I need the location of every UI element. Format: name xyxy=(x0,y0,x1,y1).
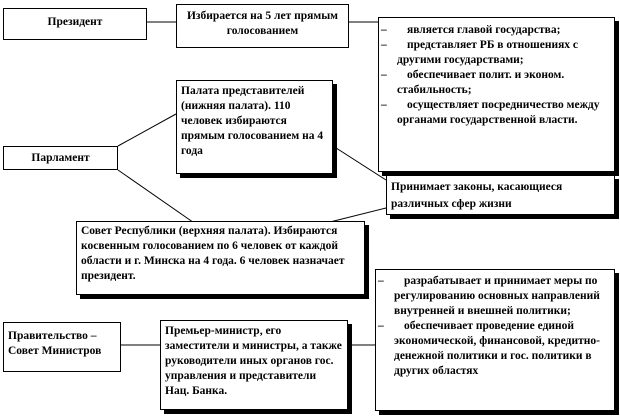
lower-house-text: Палата представителей (нижняя палата). 110 человек избираются прямым голосованием на 4 года xyxy=(181,85,324,157)
government-power-item: – разрабатывает и принимает меры по регулированию основных направлений внутренней и внешней политики; xyxy=(380,274,610,319)
president-powers-box xyxy=(378,17,615,172)
president-power-item: – представляет РБ в отношениях с другими государствами; xyxy=(383,38,610,68)
parliament-function-box xyxy=(386,175,615,215)
parliament-box xyxy=(3,146,118,170)
government-composition-text: Премьер-министр, его заместители и министры, а также руководители иных органов гос. управления и представители Нац. Банка. xyxy=(165,325,342,397)
lower-house-box xyxy=(176,80,333,174)
president-power-item: – осуществляет посредничество между органами государственной власти. xyxy=(383,98,610,128)
government-title: Правительство – Совет Министров xyxy=(8,330,102,357)
parliament-function-text: Принимает законы, касающиеся различных сфер жизни xyxy=(391,181,563,210)
government-box xyxy=(3,322,121,372)
president-election-box xyxy=(176,4,349,48)
upper-house-box xyxy=(76,221,365,295)
president-title: Президент xyxy=(47,16,103,28)
president-election-text: Избирается на 5 лет прямым голосованием xyxy=(186,10,339,37)
president-box xyxy=(3,8,147,40)
president-power-item: – обеспечивает полит. и эконом. стабильность; xyxy=(383,68,610,98)
government-composition-box xyxy=(160,320,348,410)
connector-parliament-upper xyxy=(118,170,200,227)
parliament-title: Парламент xyxy=(31,152,90,164)
connector-parliament-lower xyxy=(118,114,176,146)
president-powers-list xyxy=(383,23,610,128)
upper-house-text: Совет Республики (верхняя палата). Избираются косвенным голосованием по 6 человек от каждой области и г. Минска на 4 года. 6 человек назначает президент. xyxy=(81,225,345,282)
president-power-item: – является главой государства; xyxy=(383,23,610,38)
government-power-item: – обеспечивает проведение единой экономической, финансовой, кредитно-денежной политики и гос. политики в других областях xyxy=(380,319,610,379)
government-powers-list xyxy=(380,274,610,379)
government-powers-box xyxy=(375,269,615,411)
